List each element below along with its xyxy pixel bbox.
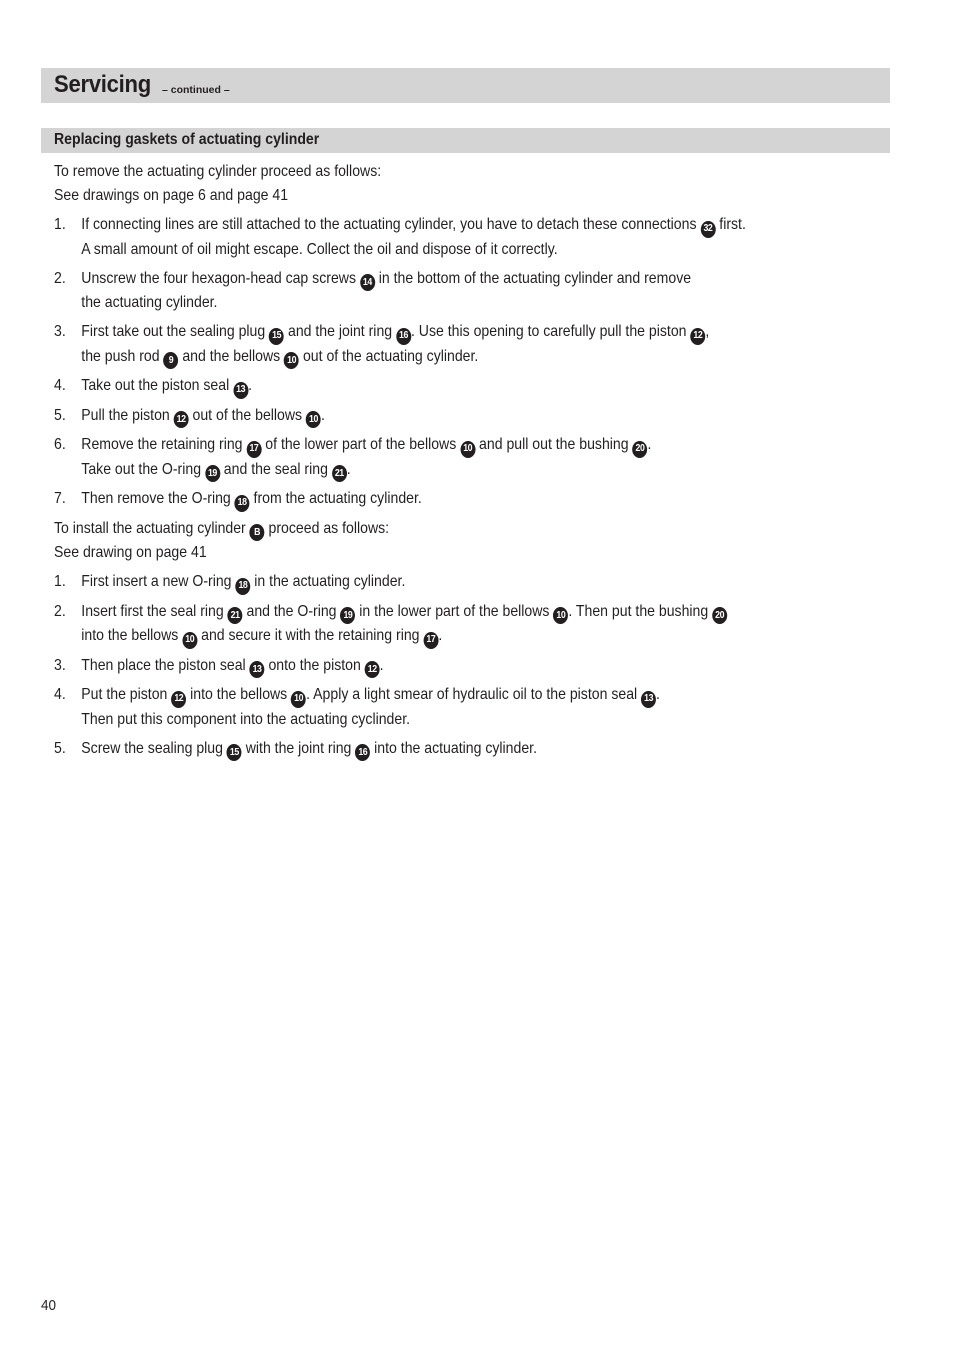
text-fragment: Take out the O-ring (81, 460, 205, 478)
text-fragment: and secure it with the retaining ring (197, 627, 424, 644)
text-fragment: . (346, 460, 351, 478)
text-fragment: with the joint ring (241, 739, 356, 757)
section-title: Replacing gaskets of actuating cylinder (54, 131, 320, 148)
text-fragment: . (438, 627, 443, 644)
part-number-badge-icon: 15 (269, 328, 284, 345)
step-number: 5. (54, 739, 66, 757)
step-line (81, 708, 775, 732)
part-number-badge-icon: 10 (182, 632, 197, 649)
step-item (54, 267, 776, 316)
step-item (54, 213, 776, 262)
step-item (54, 683, 776, 732)
part-number-badge-icon: 9 (163, 352, 178, 369)
step-item (54, 487, 776, 512)
part-number-badge-icon: 20 (712, 607, 727, 624)
page-title: Servicing (54, 71, 151, 98)
text-fragment: Insert first the seal ring (81, 602, 228, 620)
step-number: 1. (54, 216, 66, 233)
text-fragment: out of the actuating cylinder. (299, 347, 479, 365)
text-fragment: . Apply a light smear of hydraulic oil to the piston seal (306, 686, 642, 703)
step-number: 6. (54, 436, 66, 453)
part-number-badge-icon: 10 (553, 607, 568, 624)
part-number-badge-icon: 20 (632, 441, 647, 458)
text-fragment: Remove the retaining ring (81, 436, 247, 453)
step-line (81, 433, 775, 458)
part-number-badge-icon: 19 (340, 607, 355, 624)
step-line (81, 320, 775, 345)
part-number-badge-icon: 14 (360, 274, 375, 291)
removal-intro-line: To remove the actuating cylinder proceed as follows: (54, 163, 382, 180)
part-number-badge-icon: 12 (171, 691, 186, 708)
section-bar (41, 128, 890, 153)
step-item (54, 433, 776, 482)
step-line (81, 404, 775, 429)
step-line (81, 683, 775, 708)
step-number: 4. (54, 686, 66, 703)
part-number-badge-icon: 21 (228, 607, 243, 624)
part-number-badge-icon: 16 (396, 328, 411, 345)
step-item (54, 654, 776, 679)
text-fragment: and the O-ring (242, 602, 341, 620)
step-line (81, 654, 775, 679)
step-number: 4. (54, 377, 66, 394)
text-fragment: , (705, 323, 710, 340)
text-fragment: out of the bellows (188, 406, 307, 424)
step-number: 3. (54, 656, 66, 674)
part-number-badge-icon: 10 (460, 441, 475, 458)
part-number-badge-icon: 12 (690, 328, 705, 345)
text-fragment: in the actuating cylinder. (250, 573, 406, 590)
text-fragment: onto the piston (264, 656, 365, 674)
part-number-badge-icon: 18 (235, 495, 250, 512)
part-number-badge-icon: 18 (235, 578, 250, 595)
text-fragment: First insert a new O-ring (81, 573, 236, 590)
step-item (54, 737, 776, 762)
text-fragment: the push rod (81, 347, 164, 365)
text-fragment: If connecting lines are still attached to the actuating cylinder, you have to detach these connections (81, 216, 701, 233)
part-number-badge-icon: 10 (284, 352, 299, 369)
text-fragment: See drawing on page 41 (54, 544, 207, 561)
text-fragment: into the actuating cylinder. (370, 739, 537, 757)
step-item (54, 320, 776, 369)
text-fragment: . (656, 686, 660, 703)
part-number-badge-icon: 19 (205, 465, 220, 482)
part-number-badge-icon: 16 (355, 744, 370, 761)
part-number-badge-icon: 12 (174, 411, 189, 428)
part-number-badge-icon: 12 (365, 661, 380, 678)
step-line (81, 624, 775, 649)
step-line (81, 238, 775, 262)
text-fragment: . (320, 406, 325, 424)
installation-intro-line (54, 541, 776, 565)
header-bar (41, 68, 890, 103)
step-line (81, 267, 775, 292)
step-number: 2. (54, 269, 66, 287)
text-fragment: the actuating cylinder. (81, 294, 218, 311)
step-item (54, 570, 776, 595)
step-number: 3. (54, 323, 66, 340)
part-number-badge-icon: 17 (246, 441, 261, 458)
text-fragment: proceed as follows: (264, 519, 390, 537)
text-fragment: . Then put the bushing (568, 602, 713, 620)
part-number-badge-icon: 13 (233, 382, 248, 399)
step-line (81, 487, 775, 512)
text-fragment: To install the actuating cylinder (54, 519, 250, 537)
text-fragment: Pull the piston (81, 406, 174, 424)
step-line (81, 374, 775, 399)
content (54, 160, 874, 766)
step-line (81, 345, 775, 370)
text-fragment: Put the piston (81, 686, 172, 703)
step-line (81, 600, 775, 625)
text-fragment: first. (715, 216, 746, 233)
text-fragment: A small amount of oil might escape. Collect the oil and dispose of it correctly. (81, 240, 558, 258)
text-fragment: Screw the sealing plug (81, 739, 227, 757)
page-subtitle: – continued – (162, 84, 230, 96)
text-fragment: . (647, 436, 652, 453)
step-number: 7. (54, 490, 66, 507)
part-number-badge-icon: 32 (700, 221, 715, 238)
page-number: 40 (41, 1297, 57, 1314)
step-item (54, 374, 776, 399)
part-number-badge-icon: 10 (291, 691, 306, 708)
step-item (54, 404, 776, 429)
step-number: 5. (54, 406, 66, 424)
installation-intro-line (54, 517, 776, 542)
step-line (81, 213, 775, 238)
step-line (81, 570, 775, 595)
text-fragment: into the bellows (186, 686, 292, 703)
text-fragment: in the lower part of the bellows (355, 602, 554, 620)
text-fragment: Take out the piston seal (81, 377, 234, 394)
text-fragment: Then put this component into the actuating cyclinder. (81, 710, 411, 728)
part-number-badge-icon: 13 (250, 661, 265, 678)
text-fragment: . (248, 377, 253, 394)
step-line (81, 458, 775, 483)
text-fragment: and pull out the bushing (475, 436, 633, 453)
text-fragment: and the seal ring (219, 460, 332, 478)
part-number-badge-icon: 15 (227, 744, 242, 761)
installation-steps (54, 570, 874, 761)
text-fragment: First take out the sealing plug (81, 323, 270, 340)
text-fragment: and the joint ring (284, 323, 397, 340)
step-item (54, 600, 776, 649)
removal-steps (54, 213, 874, 512)
part-number-badge-icon: 21 (332, 465, 347, 482)
step-number: 2. (54, 602, 66, 620)
step-line (81, 291, 775, 315)
text-fragment: from the actuating cylinder. (249, 490, 422, 507)
part-number-badge-icon: 13 (641, 691, 656, 708)
text-fragment: Unscrew the four hexagon-head cap screws (81, 269, 360, 287)
part-number-badge-icon: 17 (423, 632, 438, 649)
text-fragment: in the bottom of the actuating cylinder and remove (374, 269, 692, 287)
part-number-badge-icon: 10 (306, 411, 321, 428)
part-number-badge-icon: B (250, 524, 265, 541)
step-line (81, 737, 775, 762)
text-fragment: Then place the piston seal (81, 656, 250, 674)
removal-intro-line: See drawings on page 6 and page 41 (54, 187, 289, 204)
text-fragment: . (379, 656, 384, 674)
text-fragment: of the lower part of the bellows (261, 436, 461, 453)
text-fragment: Then remove the O-ring (81, 490, 235, 507)
text-fragment: into the bellows (81, 627, 183, 644)
text-fragment: and the bellows (178, 347, 285, 365)
step-number: 1. (54, 573, 66, 590)
text-fragment: . Use this opening to carefully pull the piston (410, 323, 691, 340)
